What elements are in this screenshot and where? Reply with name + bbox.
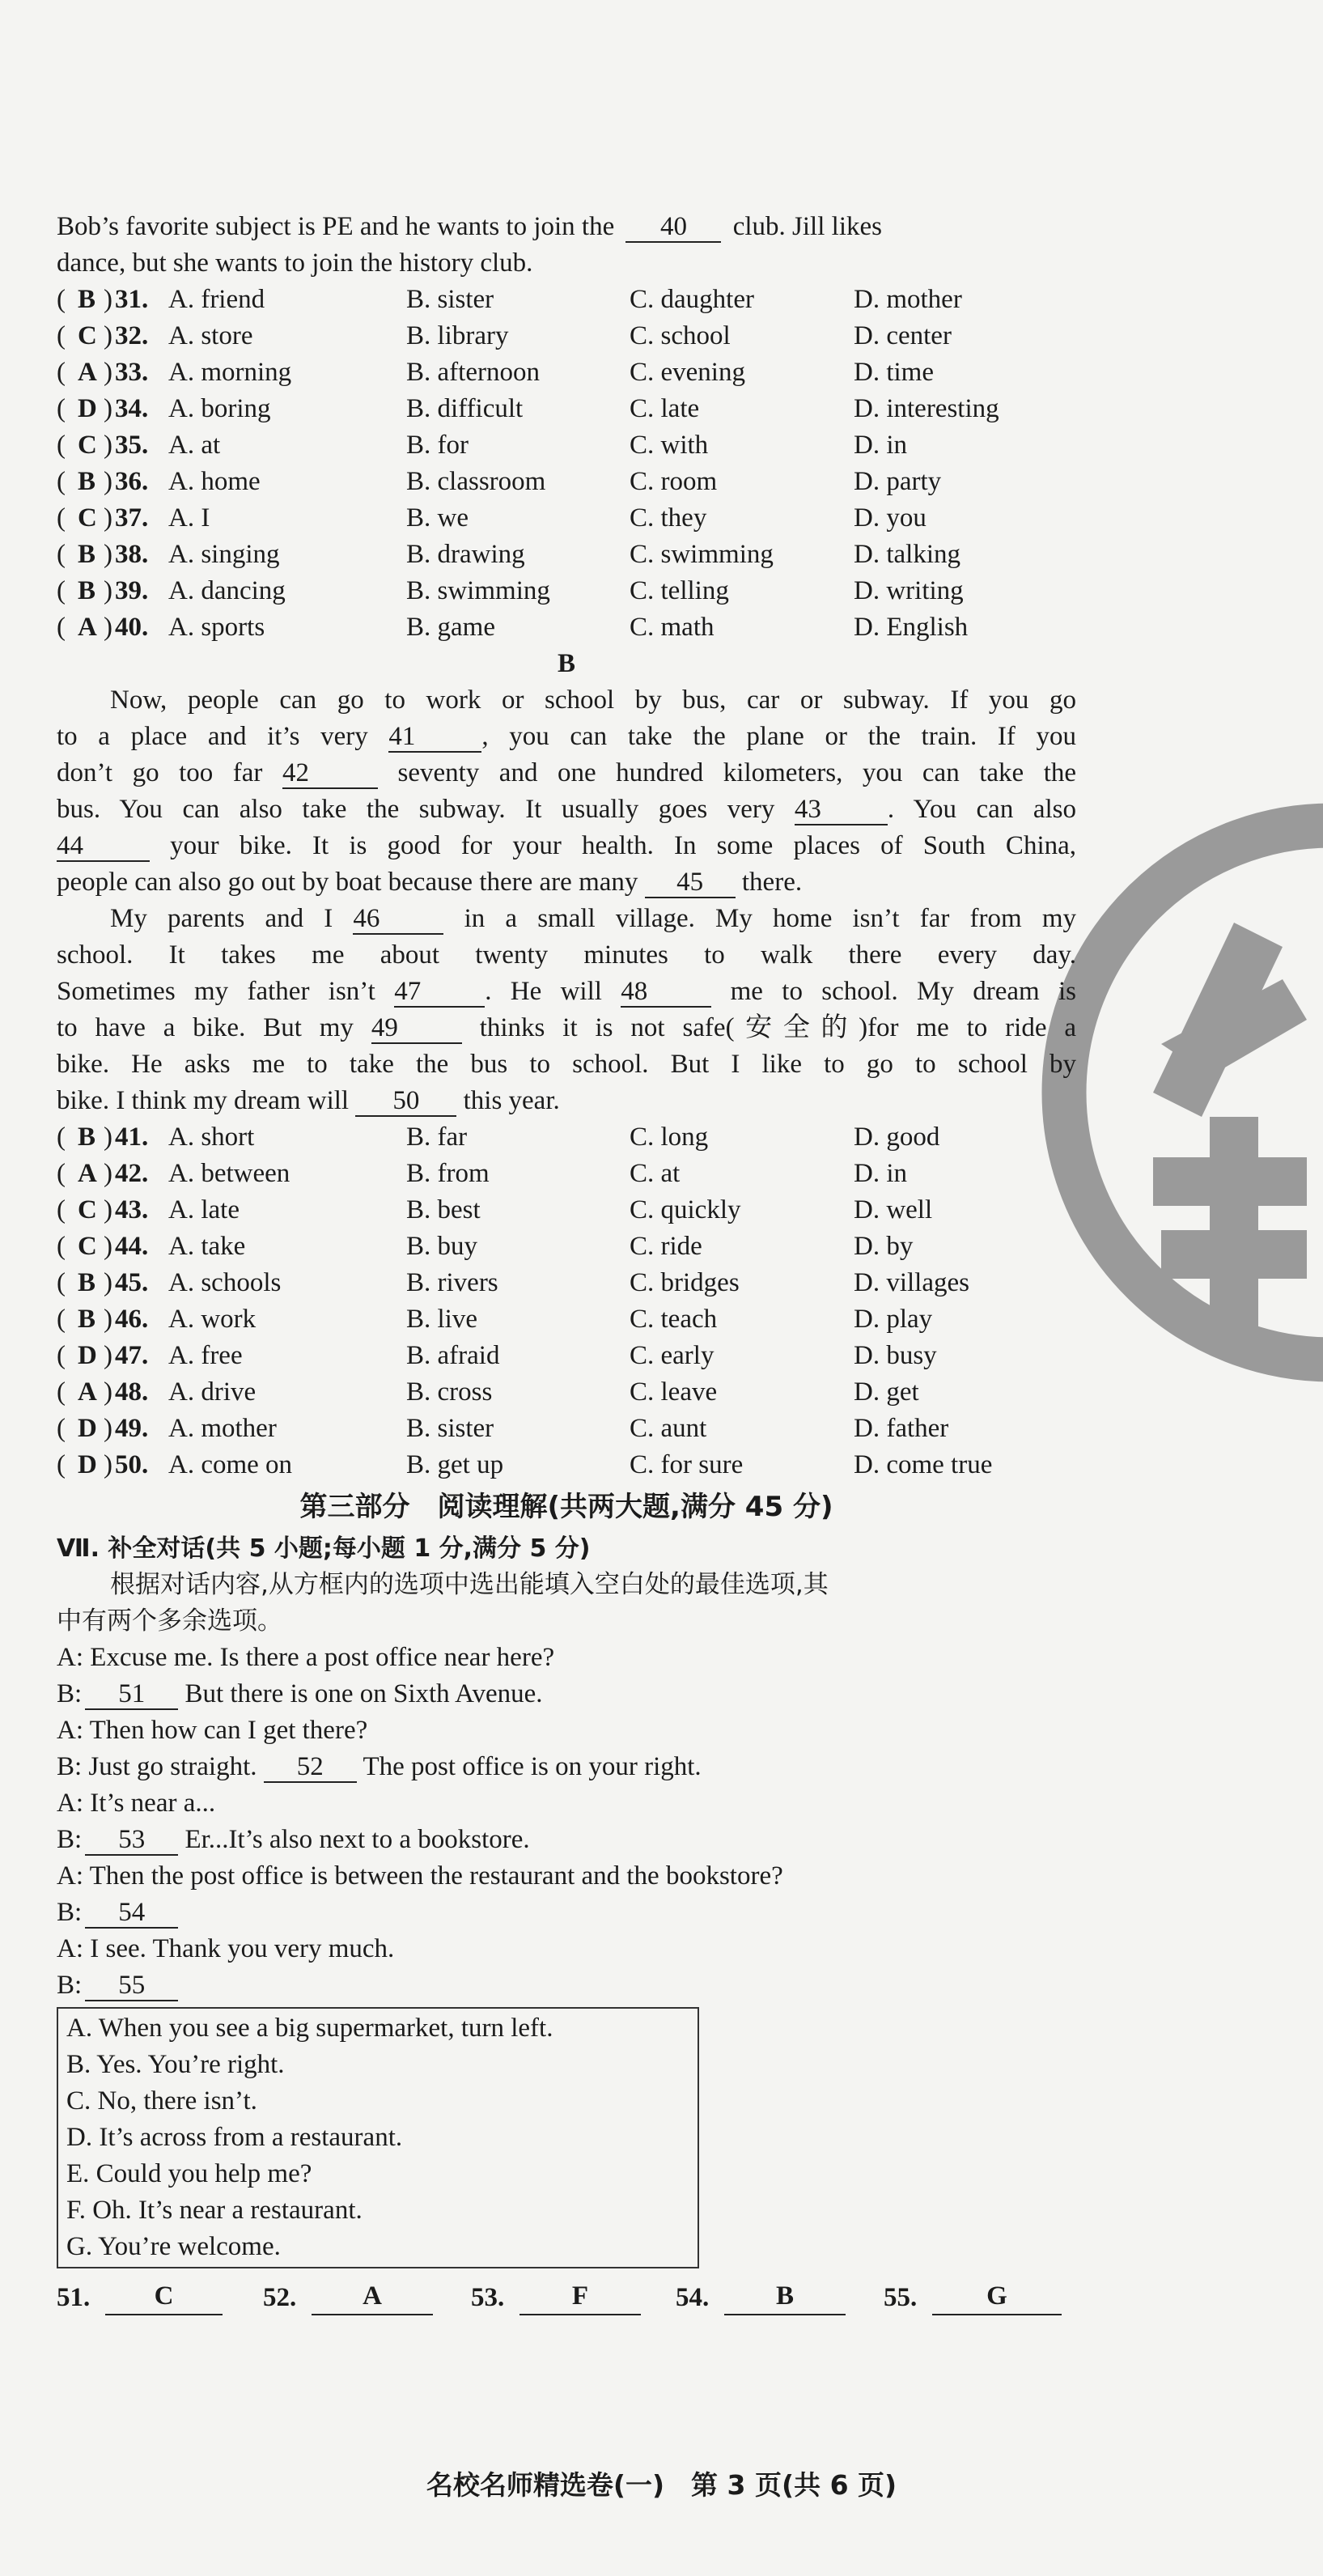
paren-close: ): [104, 1232, 112, 1261]
option-b[interactable]: B. rivers: [406, 1268, 498, 1297]
option-a[interactable]: A. singing: [168, 540, 280, 569]
passage-line: 44 your bike. It is good for your health. In some places of South China,: [57, 831, 1077, 860]
option-c[interactable]: C. school: [630, 321, 731, 350]
option-a[interactable]: A. work: [168, 1305, 257, 1334]
option-a[interactable]: A. home: [168, 467, 261, 496]
paren-open: (: [57, 321, 66, 350]
paren-open: (: [57, 1232, 66, 1261]
paren-open: (: [57, 394, 66, 423]
options-group-b: [57, 1119, 1076, 1483]
answer-letter: B: [78, 1268, 96, 1297]
paren-close: ): [104, 503, 112, 533]
question-number: 50.: [115, 1450, 149, 1479]
question-row: [57, 1192, 1076, 1229]
option-a[interactable]: A. mother: [168, 1414, 277, 1443]
option-d[interactable]: D. come true: [854, 1450, 993, 1479]
answer-label: 52.: [263, 2283, 297, 2312]
dialog-line: A: I see. Thank you very much.: [57, 1934, 395, 1963]
answer-label: 54.: [676, 2283, 710, 2312]
paren-close: ): [104, 1159, 112, 1188]
option-a[interactable]: A. come on: [168, 1450, 293, 1479]
option-b[interactable]: B. sister: [406, 1414, 494, 1443]
question-row: [57, 1338, 1076, 1374]
option-b[interactable]: B. for: [406, 431, 469, 460]
question-number: 43.: [115, 1195, 149, 1224]
option-c[interactable]: C. for sure: [630, 1450, 744, 1479]
option-d[interactable]: D. time: [854, 358, 934, 387]
paren-close: ): [104, 467, 112, 496]
paren-open: (: [57, 285, 66, 314]
blank-48[interactable]: 48: [621, 977, 711, 1008]
question-number: 44.: [115, 1232, 149, 1261]
choice-item: C. No, there isn’t.: [66, 2086, 257, 2116]
page-footer: 名校名师精选卷(一) 第 3 页(共 6 页): [426, 2469, 897, 2501]
option-b[interactable]: B. afternoon: [406, 358, 540, 387]
task7-title: Ⅶ. 补全对话(共 5 小题;每小题 1 分,满分 5 分): [57, 1534, 591, 1563]
question-row: [57, 1119, 1076, 1156]
option-c[interactable]: C. long: [630, 1122, 709, 1152]
paren-open: (: [57, 358, 66, 387]
answer-letter: D: [78, 1341, 97, 1370]
blank-40[interactable]: 40: [625, 212, 721, 243]
choice-item: F. Oh. It’s near a restaurant.: [66, 2196, 363, 2225]
option-a[interactable]: A. dancing: [168, 576, 286, 605]
passage-line: bus. You can also take the subway. It usually goes very 43 . You can also: [57, 795, 1076, 824]
answer-letter: C: [78, 321, 97, 350]
option-d[interactable]: D. talking: [854, 540, 960, 569]
option-d[interactable]: D. villages: [854, 1268, 969, 1297]
choices-box: [57, 2007, 699, 2268]
question-number: 42.: [115, 1159, 149, 1188]
dialog-line: B: Just go straight. 52 The post office is on your right.: [57, 1752, 702, 1781]
question-row: [57, 500, 1076, 537]
option-c[interactable]: C. swimming: [630, 540, 774, 569]
option-a[interactable]: A. free: [168, 1341, 243, 1370]
dialog: [57, 1640, 1076, 2004]
question-row: [57, 354, 1076, 391]
paren-close: ): [104, 576, 112, 605]
option-c[interactable]: C. late: [630, 394, 700, 423]
blank-41[interactable]: 41: [388, 722, 481, 753]
answer-letter: A: [78, 1377, 97, 1407]
question-number: 46.: [115, 1305, 149, 1334]
paren-open: (: [57, 1195, 66, 1224]
choice-item: G. You’re welcome.: [66, 2232, 281, 2261]
question-row: [57, 318, 1076, 354]
question-row: [57, 573, 1076, 609]
option-d[interactable]: D. in: [854, 1159, 907, 1188]
question-number: 37.: [115, 503, 149, 533]
intro-text: Bob’s favorite subject is PE and he wants to join the: [57, 212, 615, 241]
option-d[interactable]: D. mother: [854, 285, 962, 314]
answer-letter: A: [78, 613, 97, 642]
blank-50[interactable]: 50: [355, 1086, 456, 1117]
option-b[interactable]: B. swimming: [406, 576, 550, 605]
blank-43[interactable]: 43: [795, 795, 888, 825]
option-d[interactable]: D. good: [854, 1122, 940, 1152]
option-d[interactable]: D. English: [854, 613, 969, 642]
choice-item: E. Could you help me?: [66, 2159, 312, 2188]
option-b[interactable]: B. best: [406, 1195, 481, 1224]
dialog-line: A: Then the post office is between the restaurant and the bookstore?: [57, 1861, 783, 1891]
blank-44[interactable]: 44: [57, 831, 150, 862]
instruction-line-1: 根据对话内容,从方框内的选项中选出能填入空白处的最佳选项,其: [110, 1570, 829, 1599]
option-c[interactable]: C. at: [630, 1159, 681, 1188]
option-a[interactable]: A. drive: [168, 1377, 257, 1407]
paren-close: ): [104, 321, 112, 350]
answer-letter: A: [78, 1159, 97, 1188]
paren-open: (: [57, 503, 66, 533]
choice-item: D. It’s across from a restaurant.: [66, 2123, 403, 2152]
question-number: 48.: [115, 1377, 149, 1407]
question-row: [57, 1265, 1076, 1301]
blank-45[interactable]: 45: [645, 868, 736, 898]
question-number: 47.: [115, 1341, 149, 1370]
question-row: [57, 609, 1076, 646]
question-number: 35.: [115, 431, 149, 460]
passage-line: don’t go too far 42 seventy and one hundred kilometers, you can take the: [57, 758, 1077, 787]
option-a[interactable]: A. sports: [168, 613, 265, 642]
paren-open: (: [57, 1341, 66, 1370]
option-c[interactable]: C. telling: [630, 576, 729, 605]
paren-close: ): [104, 1268, 112, 1297]
option-c[interactable]: C. evening: [630, 358, 745, 387]
passage-line: Now, people can go to work or school by bus, car or subway. If you go: [110, 685, 1076, 715]
answer-letter: D: [78, 1450, 97, 1479]
dialog-line: A: Then how can I get there?: [57, 1716, 368, 1745]
paren-open: (: [57, 1414, 66, 1443]
option-c[interactable]: C. with: [630, 431, 709, 460]
paren-close: ): [104, 1341, 112, 1370]
answer-blank-54[interactable]: B: [724, 2278, 846, 2315]
option-d[interactable]: D. by: [854, 1232, 914, 1261]
option-c[interactable]: C. bridges: [630, 1268, 740, 1297]
question-number: 41.: [115, 1122, 149, 1152]
option-d[interactable]: D. you: [854, 503, 927, 533]
dialog-line: B: 53 Er...It’s also next to a bookstore.: [57, 1825, 530, 1854]
paren-open: (: [57, 1122, 66, 1152]
passage-line: to a place and it’s very 41 , you can take the plane or the train. If you: [57, 722, 1077, 751]
answer-blank-52[interactable]: A: [312, 2278, 433, 2315]
answer-letter: A: [78, 358, 97, 387]
option-a[interactable]: A. morning: [168, 358, 292, 387]
choice-item: A. When you see a big supermarket, turn left.: [66, 2014, 553, 2043]
part3-title: 第三部分 阅读理解(共两大题,满分 45 分): [299, 1491, 833, 1523]
answer-blank-55[interactable]: G: [932, 2278, 1062, 2315]
question-row: [57, 1229, 1076, 1265]
answer-blank-51[interactable]: C: [105, 2278, 223, 2315]
question-number: 33.: [115, 358, 149, 387]
option-b[interactable]: B. we: [406, 503, 469, 533]
answer-letter: D: [78, 394, 97, 423]
option-b[interactable]: B. difficult: [406, 394, 524, 423]
option-c[interactable]: C. room: [630, 467, 718, 496]
option-d[interactable]: D. play: [854, 1305, 933, 1334]
answer-label: 51.: [57, 2283, 91, 2312]
passage-b: [57, 682, 1076, 1119]
option-a[interactable]: A. at: [168, 431, 221, 460]
blank-55[interactable]: 55: [85, 1971, 178, 2001]
paren-open: (: [57, 1159, 66, 1188]
option-a[interactable]: A. between: [168, 1159, 290, 1188]
passage-line: bike. I think my dream will 50 this year.: [57, 1086, 560, 1115]
paren-open: (: [57, 1305, 66, 1334]
paren-open: (: [57, 467, 66, 496]
question-row: [57, 1156, 1076, 1192]
answer-letter: D: [78, 1414, 97, 1443]
question-number: 34.: [115, 394, 149, 423]
question-number: 38.: [115, 540, 149, 569]
paren-close: ): [104, 1122, 112, 1152]
option-b[interactable]: B. game: [406, 613, 495, 642]
passage-line: to have a bike. But my 49 thinks it is not safe(安全的)for me to ride a: [57, 1013, 1077, 1042]
paren-close: ): [104, 1305, 112, 1334]
paren-open: (: [57, 613, 66, 642]
dialog-line: B: 54: [57, 1895, 1076, 1931]
option-a[interactable]: A. store: [168, 321, 253, 350]
option-d[interactable]: D. interesting: [854, 394, 999, 423]
option-b[interactable]: B. afraid: [406, 1341, 500, 1370]
passage-line: bike. He asks me to take the bus to school. But I like to go to school by: [57, 1050, 1076, 1079]
option-b[interactable]: B. sister: [406, 285, 494, 314]
instruction-line-2: 中有两个多余选项。: [57, 1606, 282, 1636]
passage-line: school. It takes me about twenty minutes to walk there every day.: [57, 940, 1076, 970]
paren-close: ): [104, 394, 112, 423]
blank-53[interactable]: 53: [85, 1825, 178, 1856]
option-d[interactable]: D. well: [854, 1195, 933, 1224]
option-c[interactable]: C. daughter: [630, 285, 754, 314]
answer-letter: B: [78, 467, 96, 496]
answer-letter: C: [78, 431, 97, 460]
answer-letter: C: [78, 1195, 97, 1224]
passage-line: My parents and I 46 in a small village. My home isn’t far from my: [110, 904, 1076, 933]
paren-close: ): [104, 613, 112, 642]
option-b[interactable]: B. far: [406, 1122, 468, 1152]
blank-54[interactable]: 54: [85, 1898, 178, 1929]
question-row: [57, 1374, 1076, 1411]
paren-open: (: [57, 431, 66, 460]
option-b[interactable]: B. classroom: [406, 467, 546, 496]
question-row: [57, 1447, 1076, 1483]
answer-letter: B: [78, 1305, 96, 1334]
question-row: [57, 282, 1076, 318]
choice-item: B. Yes. You’re right.: [66, 2050, 285, 2079]
paren-close: ): [104, 1377, 112, 1407]
option-c[interactable]: C. aunt: [630, 1414, 707, 1443]
option-d[interactable]: D. get: [854, 1377, 919, 1407]
paren-close: ): [104, 431, 112, 460]
answer-blank-53[interactable]: F: [519, 2278, 641, 2315]
section-b-heading: B: [557, 649, 575, 678]
watermark-seal: [1040, 777, 1323, 1408]
option-a[interactable]: A. late: [168, 1195, 240, 1224]
paren-open: (: [57, 1450, 66, 1479]
answer-letter: B: [78, 540, 96, 569]
paren-open: (: [57, 1377, 66, 1407]
option-a[interactable]: A. schools: [168, 1268, 282, 1297]
intro-text: club. Jill likes: [732, 212, 882, 241]
intro-line-1: [57, 209, 1076, 245]
paren-open: (: [57, 576, 66, 605]
option-d[interactable]: D. father: [854, 1414, 949, 1443]
paren-close: ): [104, 1414, 112, 1443]
blank-51[interactable]: 51: [85, 1679, 178, 1710]
option-a[interactable]: A. short: [168, 1122, 255, 1152]
option-b[interactable]: B. cross: [406, 1377, 493, 1407]
paren-close: ): [104, 1450, 112, 1479]
option-a[interactable]: A. boring: [168, 394, 271, 423]
answer-row: [57, 2273, 1076, 2322]
option-c[interactable]: C. math: [630, 613, 715, 642]
answer-letter: B: [78, 576, 96, 605]
question-row: [57, 427, 1076, 464]
option-c[interactable]: C. ride: [630, 1232, 702, 1261]
option-c[interactable]: C. early: [630, 1341, 715, 1370]
answer-label: 55.: [884, 2283, 918, 2312]
intro-line-2: dance, but she wants to join the history club.: [57, 248, 533, 278]
option-b[interactable]: B. drawing: [406, 540, 525, 569]
paren-close: ): [104, 285, 112, 314]
option-a[interactable]: A. I: [168, 503, 210, 533]
answer-letter: B: [78, 1122, 96, 1152]
option-a[interactable]: A. take: [168, 1232, 246, 1261]
option-b[interactable]: B. library: [406, 321, 509, 350]
option-b[interactable]: B. live: [406, 1305, 477, 1334]
blank-42[interactable]: 42: [282, 758, 378, 789]
dialog-line: A: It’s near a...: [57, 1789, 216, 1818]
question-number: 31.: [115, 285, 149, 314]
option-d[interactable]: D. in: [854, 431, 907, 460]
option-c[interactable]: C. teach: [630, 1305, 718, 1334]
question-row: [57, 537, 1076, 573]
option-a[interactable]: A. friend: [168, 285, 265, 314]
question-number: 32.: [115, 321, 149, 350]
answer-letter: B: [78, 285, 96, 314]
question-row: [57, 1301, 1076, 1338]
question-number: 49.: [115, 1414, 149, 1443]
option-c[interactable]: C. they: [630, 503, 707, 533]
blank-46[interactable]: 46: [353, 904, 443, 935]
answer-letter: C: [78, 1232, 97, 1261]
question-number: 36.: [115, 467, 149, 496]
paren-close: ): [104, 1195, 112, 1224]
dialog-line: B: 51 But there is one on Sixth Avenue.: [57, 1679, 543, 1708]
question-row: [57, 464, 1076, 500]
paren-close: ): [104, 358, 112, 387]
passage-line: Sometimes my father isn’t 47 . He will 48 me to school. My dream is: [57, 977, 1077, 1006]
option-c[interactable]: C. leave: [630, 1377, 718, 1407]
blank-52[interactable]: 52: [264, 1752, 357, 1783]
option-b[interactable]: B. get up: [406, 1450, 504, 1479]
answer-label: 53.: [471, 2283, 505, 2312]
paren-close: ): [104, 540, 112, 569]
option-d[interactable]: D. party: [854, 467, 942, 496]
question-number: 39.: [115, 576, 149, 605]
dialog-line: B: 55: [57, 1967, 1076, 2004]
blank-47[interactable]: 47: [394, 977, 485, 1008]
passage-line: people can also go out by boat because there are many 45 there.: [57, 868, 803, 897]
option-b[interactable]: B. buy: [406, 1232, 478, 1261]
question-row: [57, 1411, 1076, 1447]
paren-open: (: [57, 540, 66, 569]
dialog-line: A: Excuse me. Is there a post office near here?: [57, 1643, 555, 1672]
question-number: 40.: [115, 613, 149, 642]
paren-open: (: [57, 1268, 66, 1297]
option-c[interactable]: C. quickly: [630, 1195, 741, 1224]
option-d[interactable]: D. busy: [854, 1341, 937, 1370]
answer-letter: C: [78, 503, 97, 533]
options-group-a: [57, 282, 1076, 646]
blank-49[interactable]: 49: [371, 1013, 462, 1044]
question-number: 45.: [115, 1268, 149, 1297]
option-d[interactable]: D. center: [854, 321, 952, 350]
option-b[interactable]: B. from: [406, 1159, 490, 1188]
exam-page: [57, 209, 1076, 2322]
question-row: [57, 391, 1076, 427]
option-d[interactable]: D. writing: [854, 576, 964, 605]
